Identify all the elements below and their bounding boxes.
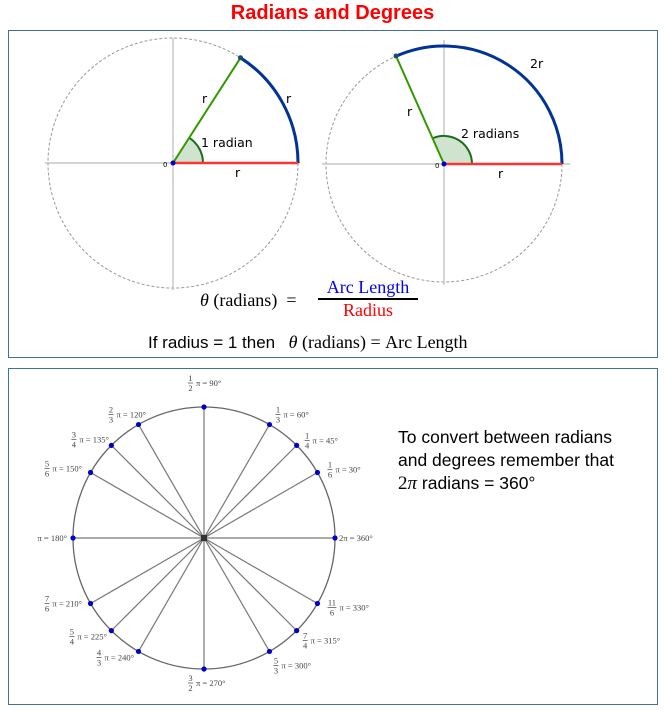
- svg-text:6: 6: [327, 469, 333, 480]
- theta-symbol: θ: [200, 290, 209, 310]
- arc-end-point: [238, 55, 243, 60]
- svg-text:π = 315°: π = 315°: [310, 635, 341, 646]
- svg-text:4: 4: [71, 439, 76, 450]
- svg-text:1: 1: [275, 404, 281, 415]
- pi-symbol: π: [407, 473, 418, 494]
- svg-text:2: 2: [188, 683, 193, 693]
- svg-text:π = 180°: π = 180°: [37, 533, 67, 543]
- svg-text:6: 6: [44, 603, 50, 614]
- base-radius-label: r: [235, 165, 241, 180]
- arc-label: 2r: [530, 56, 544, 71]
- svg-text:π = 90°: π = 90°: [196, 378, 222, 388]
- svg-text:π = 45°: π = 45°: [312, 435, 338, 446]
- svg-text:2: 2: [108, 404, 114, 415]
- angle-wedge: [173, 138, 203, 163]
- svg-text:5: 5: [69, 626, 74, 637]
- svg-text:π = 150°: π = 150°: [52, 463, 83, 474]
- fraction-denominator: Radius: [342, 299, 393, 320]
- origin-label: 0: [163, 161, 168, 169]
- svg-text:π = 225°: π = 225°: [77, 631, 107, 642]
- svg-text:7: 7: [303, 630, 308, 641]
- note-line-2: and degrees remember that: [398, 450, 614, 470]
- svg-text:3: 3: [275, 414, 281, 425]
- statement-rhs: = Arc Length: [370, 332, 468, 352]
- svg-text:5: 5: [44, 458, 50, 469]
- fraction-numerator: Arc Length: [326, 277, 410, 297]
- theta-symbol: θ: [288, 332, 298, 352]
- svg-text:6: 6: [44, 468, 50, 479]
- svg-text:3: 3: [188, 673, 193, 683]
- svg-text:π = 120°: π = 120°: [116, 409, 146, 420]
- unit-circle-panel: [8, 368, 658, 705]
- conversion-note: [398, 426, 614, 495]
- arc-end-point: [394, 54, 399, 59]
- arc-label: r: [286, 91, 292, 106]
- origin-point: [171, 161, 176, 166]
- two-radian-diagram: [322, 40, 570, 285]
- svg-text:2: 2: [188, 383, 193, 393]
- origin-point: [442, 162, 447, 167]
- origin-label: 0: [435, 162, 440, 170]
- statement-mid: (radians): [301, 332, 366, 352]
- svg-text:π = 60°: π = 60°: [283, 409, 309, 420]
- svg-text:3: 3: [108, 414, 114, 425]
- svg-text:2π = 360°: 2π = 360°: [339, 533, 373, 543]
- svg-text:π = 300°: π = 300°: [281, 660, 311, 671]
- svg-text:π = 330°: π = 330°: [339, 602, 369, 613]
- note-line-1: To convert between radians: [398, 427, 613, 447]
- equals-sign: =: [286, 290, 297, 310]
- svg-text:π = 240°: π = 240°: [104, 652, 134, 663]
- svg-text:π = 30°: π = 30°: [335, 464, 361, 475]
- svg-text:3: 3: [96, 657, 102, 668]
- angle-label: 1 radian: [201, 135, 253, 150]
- svg-text:11: 11: [327, 597, 337, 608]
- two: 2: [398, 473, 408, 494]
- slant-radius: [396, 56, 444, 164]
- svg-text:π = 270°: π = 270°: [196, 678, 226, 688]
- svg-text:3: 3: [273, 665, 279, 676]
- page-title: Radians and Degrees: [230, 2, 435, 24]
- svg-text:6: 6: [329, 607, 335, 618]
- base-radius-label: r: [498, 166, 504, 181]
- svg-text:5: 5: [273, 655, 279, 666]
- svg-text:3: 3: [71, 429, 76, 440]
- statement-prefix: If radius = 1 then: [148, 333, 276, 352]
- svg-text:1: 1: [188, 373, 193, 383]
- svg-text:4: 4: [305, 440, 310, 451]
- svg-text:π = 135°: π = 135°: [79, 434, 109, 445]
- svg-text:1: 1: [305, 430, 310, 441]
- slant-radius-label: r: [407, 104, 413, 119]
- arc-over-radius-fraction: [318, 277, 418, 321]
- radius-one-statement: [148, 332, 468, 353]
- note-line-3: [398, 472, 614, 495]
- formula-lhs: [200, 290, 296, 311]
- svg-text:4: 4: [69, 636, 74, 647]
- note-line-3-rest: radians = 360°: [417, 473, 536, 493]
- svg-text:π = 210°: π = 210°: [52, 598, 83, 609]
- angle-label: 2 radians: [461, 126, 520, 141]
- one-radian-diagram: [45, 38, 300, 290]
- slant-radius-label: r: [202, 91, 208, 106]
- svg-text:7: 7: [44, 593, 50, 604]
- svg-text:4: 4: [96, 647, 102, 658]
- svg-text:1: 1: [327, 459, 333, 470]
- formula-lhs-text: (radians): [213, 290, 278, 310]
- svg-text:4: 4: [303, 640, 308, 651]
